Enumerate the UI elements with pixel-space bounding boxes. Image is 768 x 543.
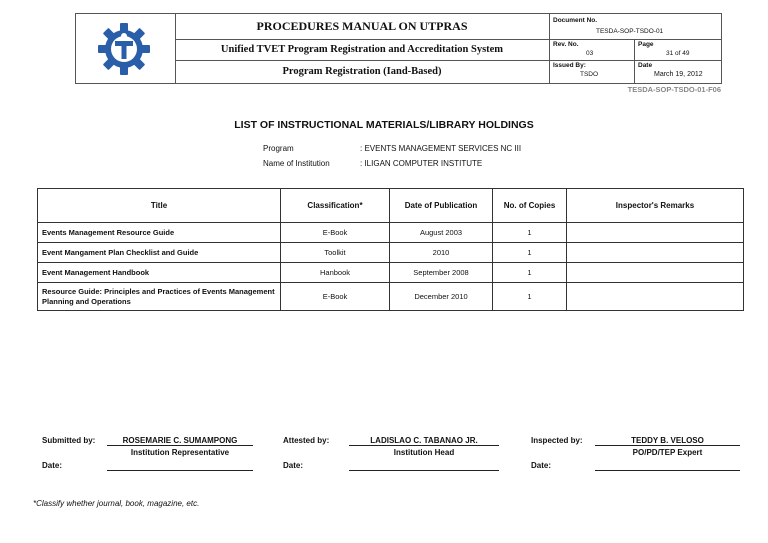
cell-remarks bbox=[567, 283, 744, 311]
document-header bbox=[75, 13, 722, 84]
inspected-by-label: Inspected by: bbox=[531, 436, 583, 445]
rev-no: 03 bbox=[586, 50, 594, 57]
cell-date: August 2003 bbox=[390, 223, 493, 243]
attested-by-name: LADISLAO C. TABANAO JR. bbox=[349, 436, 499, 446]
table-row bbox=[38, 223, 744, 243]
cell-classification: E-Book bbox=[281, 283, 390, 311]
program-label: Program bbox=[263, 144, 294, 153]
cell-classification: Hanbook bbox=[281, 263, 390, 283]
tesda-logo-icon bbox=[98, 23, 150, 75]
table-row bbox=[38, 263, 744, 283]
cell-date: December 2010 bbox=[390, 283, 493, 311]
document-no-label: Document No. bbox=[553, 17, 598, 24]
attested-by-role: Institution Head bbox=[393, 448, 455, 457]
manual-title: PROCEDURES MANUAL ON UTPRAS bbox=[175, 14, 549, 40]
document-no: TESDA-SOP-TSDO-01 bbox=[596, 28, 664, 35]
inspected-date-label: Date: bbox=[531, 461, 552, 470]
submitted-by-role: Institution Representative bbox=[130, 448, 230, 457]
table-row bbox=[38, 283, 744, 311]
table-row bbox=[38, 243, 744, 263]
system-title: Unified TVET Program Registration and Accreditation System bbox=[175, 39, 549, 61]
section-title: Program Registration (Iand-Based) bbox=[282, 66, 442, 77]
submitted-date-label: Date: bbox=[42, 461, 63, 470]
program-value: : EVENTS MANAGEMENT SERVICES NC III bbox=[360, 144, 522, 153]
cell-copies: 1 bbox=[493, 243, 567, 263]
inspected-by-name: TEDDY B. VELOSO bbox=[595, 436, 740, 446]
cell-date: September 2008 bbox=[390, 263, 493, 283]
col-classification: Classification* bbox=[281, 189, 390, 223]
cell-classification: Toolkit bbox=[281, 243, 390, 263]
cell-classification: E-Book bbox=[281, 223, 390, 243]
cell-title: Event Mangament Plan Checklist and Guide bbox=[38, 243, 281, 263]
inspected-by-role: PO/PD/TEP Expert bbox=[632, 448, 703, 457]
col-inspectors-remarks: Inspector's Remarks bbox=[567, 189, 744, 223]
attested-by-label: Attested by: bbox=[283, 436, 330, 445]
col-no-of-copies: No. of Copies bbox=[493, 189, 567, 223]
attested-date-label: Date: bbox=[283, 461, 304, 470]
issued-label: Issued By: bbox=[553, 62, 586, 69]
form-number: TESDA-SOP-TSDO-01-F06 bbox=[627, 85, 721, 94]
cell-remarks bbox=[567, 243, 744, 263]
logo-cell bbox=[76, 14, 176, 83]
institution-label: Name of Institution bbox=[263, 159, 330, 168]
submitted-by-label: Submitted by: bbox=[42, 436, 96, 445]
col-title: Title bbox=[38, 189, 281, 223]
submitted-date-line bbox=[107, 470, 253, 471]
cell-copies: 1 bbox=[493, 283, 567, 311]
cell-date: 2010 bbox=[390, 243, 493, 263]
institution-value: : ILIGAN COMPUTER INSTITUTE bbox=[360, 159, 483, 168]
footnote: *Classify whether journal, book, magazine, etc. bbox=[33, 499, 200, 508]
header-titles bbox=[175, 14, 550, 83]
cell-remarks bbox=[567, 263, 744, 283]
page-value: 31 of 49 bbox=[666, 50, 690, 57]
cell-copies: 1 bbox=[493, 223, 567, 243]
page-label: Page bbox=[638, 41, 654, 48]
cell-title: Resource Guide: Principles and Practices of Events Management Planning and Operations bbox=[38, 283, 281, 311]
attested-date-line bbox=[349, 470, 499, 471]
table-header-row bbox=[38, 189, 744, 223]
rev-label: Rev. No. bbox=[553, 41, 579, 48]
cell-title: Events Management Resource Guide bbox=[38, 223, 281, 243]
submitted-by-name: ROSEMARIE C. SUMAMPONG bbox=[107, 436, 253, 446]
date-value: March 19, 2012 bbox=[654, 71, 703, 78]
inspected-date-line bbox=[595, 470, 740, 471]
issued-by: TSDO bbox=[580, 71, 599, 78]
col-date-of-publication: Date of Publication bbox=[390, 189, 493, 223]
document-title: LIST OF INSTRUCTIONAL MATERIALS/LIBRARY HOLDINGS bbox=[234, 119, 534, 131]
cell-copies: 1 bbox=[493, 263, 567, 283]
cell-remarks bbox=[567, 223, 744, 243]
holdings-table bbox=[37, 188, 744, 311]
cell-title: Event Management Handbook bbox=[38, 263, 281, 283]
date-label: Date bbox=[638, 62, 653, 69]
